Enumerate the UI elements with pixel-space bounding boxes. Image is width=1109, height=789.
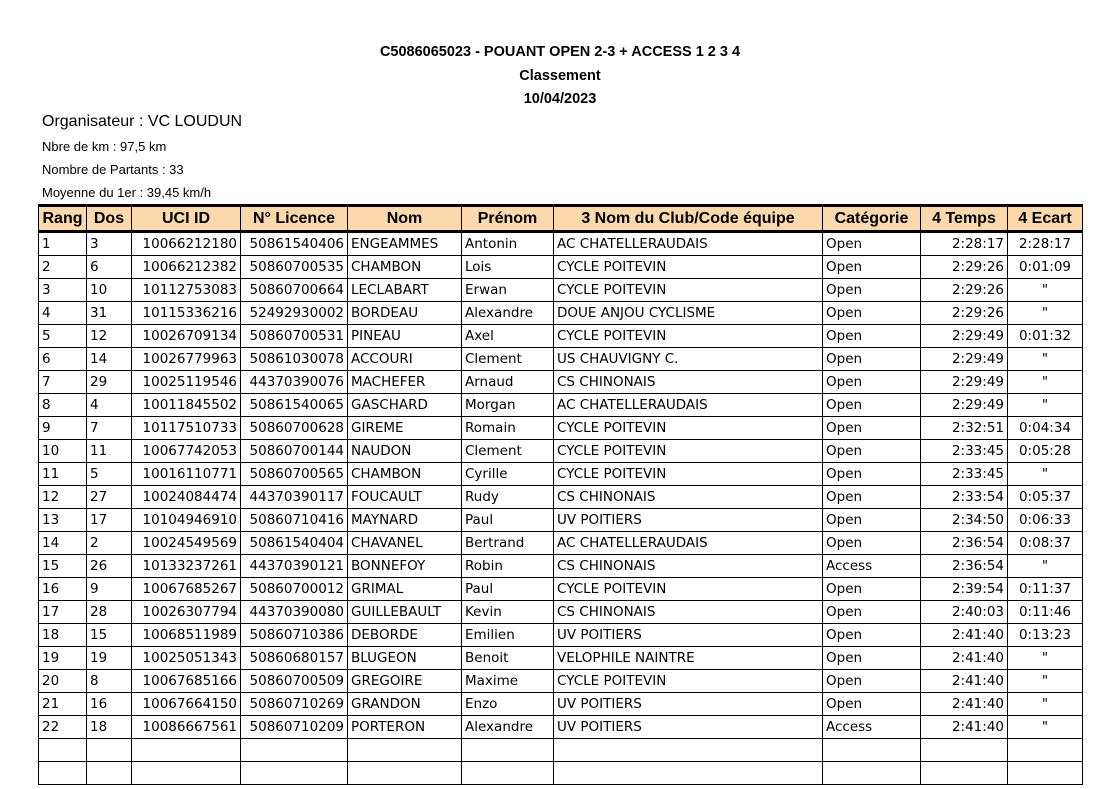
starters-line: Nombre de Partants : 33	[42, 162, 184, 177]
cell-uci-id: 10026709134	[132, 325, 241, 348]
distance-line: Nbre de km : 97,5 km	[42, 139, 167, 154]
cell-prenom: Clement	[462, 348, 554, 371]
cell-club: CS CHINONAIS	[554, 371, 823, 394]
empty-cell	[39, 762, 87, 785]
cell-dos: 29	[87, 371, 132, 394]
cell-rang: 5	[39, 325, 87, 348]
cell-prenom: Alexandre	[462, 302, 554, 325]
cell-club: VELOPHILE NAINTRE	[554, 647, 823, 670]
table-row	[39, 647, 1083, 670]
cell-prenom: Kevin	[462, 601, 554, 624]
table-row	[39, 716, 1083, 739]
cell-club: CYCLE POITEVIN	[554, 256, 823, 279]
table-row	[39, 555, 1083, 578]
cell-dos: 14	[87, 348, 132, 371]
cell-prenom: Paul	[462, 578, 554, 601]
cell-uci-id: 10026779963	[132, 348, 241, 371]
cell-temps: 2:41:40	[921, 716, 1008, 739]
cell-prenom: Robin	[462, 555, 554, 578]
cell-uci-id: 10067685166	[132, 670, 241, 693]
cell-dos: 12	[87, 325, 132, 348]
empty-cell	[921, 739, 1008, 762]
table-row	[39, 693, 1083, 716]
table-row	[39, 601, 1083, 624]
cell-rang: 18	[39, 624, 87, 647]
table-row	[39, 256, 1083, 279]
table-row	[39, 670, 1083, 693]
cell-club: CYCLE POITEVIN	[554, 578, 823, 601]
cell-licence: 50860700012	[241, 578, 348, 601]
cell-club: UV POITIERS	[554, 716, 823, 739]
cell-rang: 2	[39, 256, 87, 279]
cell-rang: 14	[39, 532, 87, 555]
cell-categorie: Open	[823, 371, 921, 394]
cell-uci-id: 10066212180	[132, 232, 241, 256]
cell-uci-id: 10016110771	[132, 463, 241, 486]
cell-club: AC CHATELLERAUDAIS	[554, 232, 823, 256]
cell-licence: 50860700535	[241, 256, 348, 279]
table-row	[39, 509, 1083, 532]
cell-ecart: 0:05:28	[1008, 440, 1083, 463]
cell-club: CYCLE POITEVIN	[554, 417, 823, 440]
cell-prenom: Rudy	[462, 486, 554, 509]
cell-nom: GRANDON	[348, 693, 462, 716]
cell-prenom: Emilien	[462, 624, 554, 647]
cell-uci-id: 10133237261	[132, 555, 241, 578]
empty-cell	[348, 739, 462, 762]
document-date: 10/04/2023	[523, 91, 597, 107]
cell-temps: 2:41:40	[921, 647, 1008, 670]
cell-uci-id: 10067685267	[132, 578, 241, 601]
table-header-row	[39, 206, 1083, 232]
cell-ecart: "	[1008, 302, 1083, 325]
cell-nom: MACHEFER	[348, 371, 462, 394]
cell-rang: 17	[39, 601, 87, 624]
cell-dos: 10	[87, 279, 132, 302]
cell-nom: CHAMBON	[348, 463, 462, 486]
cell-club: US CHAUVIGNY C.	[554, 348, 823, 371]
cell-uci-id: 10086667561	[132, 716, 241, 739]
cell-prenom: Antonin	[462, 232, 554, 256]
cell-nom: NAUDON	[348, 440, 462, 463]
cell-categorie: Open	[823, 232, 921, 256]
cell-prenom: Benoit	[462, 647, 554, 670]
cell-temps: 2:36:54	[921, 532, 1008, 555]
table-row	[39, 302, 1083, 325]
cell-prenom: Cyrille	[462, 463, 554, 486]
cell-rang: 19	[39, 647, 87, 670]
empty-cell	[241, 739, 348, 762]
empty-cell	[921, 762, 1008, 785]
cell-dos: 7	[87, 417, 132, 440]
cell-dos: 2	[87, 532, 132, 555]
cell-nom: BLUGEON	[348, 647, 462, 670]
cell-ecart: "	[1008, 647, 1083, 670]
cell-licence: 44370390076	[241, 371, 348, 394]
empty-cell	[554, 762, 823, 785]
cell-categorie: Open	[823, 279, 921, 302]
cell-categorie: Open	[823, 348, 921, 371]
cell-uci-id: 10024549569	[132, 532, 241, 555]
cell-temps: 2:29:26	[921, 256, 1008, 279]
table-row	[39, 440, 1083, 463]
cell-dos: 11	[87, 440, 132, 463]
cell-temps: 2:41:40	[921, 693, 1008, 716]
cell-club: CYCLE POITEVIN	[554, 670, 823, 693]
cell-ecart: "	[1008, 670, 1083, 693]
cell-nom: DEBORDE	[348, 624, 462, 647]
table-row	[39, 578, 1083, 601]
cell-categorie: Open	[823, 302, 921, 325]
cell-ecart: 0:11:46	[1008, 601, 1083, 624]
cell-temps: 2:39:54	[921, 578, 1008, 601]
table-row	[39, 463, 1083, 486]
empty-cell	[1008, 762, 1083, 785]
cell-licence: 50860710416	[241, 509, 348, 532]
cell-rang: 15	[39, 555, 87, 578]
empty-cell	[823, 739, 921, 762]
cell-categorie: Open	[823, 325, 921, 348]
cell-nom: GASCHARD	[348, 394, 462, 417]
cell-dos: 19	[87, 647, 132, 670]
cell-rang: 13	[39, 509, 87, 532]
cell-nom: MAYNARD	[348, 509, 462, 532]
cell-licence: 50860700628	[241, 417, 348, 440]
cell-categorie: Access	[823, 555, 921, 578]
empty-cell	[241, 762, 348, 785]
cell-rang: 16	[39, 578, 87, 601]
cell-prenom: Enzo	[462, 693, 554, 716]
cell-licence: 50861540404	[241, 532, 348, 555]
cell-categorie: Open	[823, 440, 921, 463]
cell-dos: 5	[87, 463, 132, 486]
cell-ecart: "	[1008, 371, 1083, 394]
cell-uci-id: 10066212382	[132, 256, 241, 279]
cell-temps: 2:33:54	[921, 486, 1008, 509]
cell-licence: 50861540065	[241, 394, 348, 417]
cell-categorie: Open	[823, 509, 921, 532]
table-row	[39, 371, 1083, 394]
cell-rang: 20	[39, 670, 87, 693]
column-header-club: 3 Nom du Club/Code équipe	[554, 206, 823, 232]
cell-club: CYCLE POITEVIN	[554, 440, 823, 463]
cell-temps: 2:34:50	[921, 509, 1008, 532]
cell-licence: 50860700144	[241, 440, 348, 463]
cell-nom: GIREME	[348, 417, 462, 440]
document-title: C5086065023 - POUANT OPEN 2-3 + ACCESS 1 2 3 4	[379, 44, 741, 60]
cell-temps: 2:29:49	[921, 394, 1008, 417]
column-header-licence: N° Licence	[241, 206, 348, 232]
cell-prenom: Morgan	[462, 394, 554, 417]
cell-categorie: Open	[823, 624, 921, 647]
cell-nom: BONNEFOY	[348, 555, 462, 578]
table-row	[39, 394, 1083, 417]
cell-prenom: Erwan	[462, 279, 554, 302]
cell-categorie: Access	[823, 716, 921, 739]
cell-prenom: Maxime	[462, 670, 554, 693]
cell-nom: GUILLEBAULT	[348, 601, 462, 624]
column-header-nom: Nom	[348, 206, 462, 232]
cell-prenom: Alexandre	[462, 716, 554, 739]
cell-dos: 31	[87, 302, 132, 325]
column-header-rang: Rang	[39, 206, 87, 232]
cell-uci-id: 10067664150	[132, 693, 241, 716]
cell-uci-id: 10026307794	[132, 601, 241, 624]
cell-club: AC CHATELLERAUDAIS	[554, 532, 823, 555]
cell-prenom: Axel	[462, 325, 554, 348]
cell-temps: 2:29:26	[921, 279, 1008, 302]
average-speed-line: Moyenne du 1er : 39,45 km/h	[42, 185, 212, 200]
cell-dos: 6	[87, 256, 132, 279]
cell-nom: PORTERON	[348, 716, 462, 739]
cell-ecart: 0:04:34	[1008, 417, 1083, 440]
cell-uci-id: 10068511989	[132, 624, 241, 647]
cell-club: CS CHINONAIS	[554, 601, 823, 624]
cell-uci-id: 10067742053	[132, 440, 241, 463]
cell-prenom: Paul	[462, 509, 554, 532]
empty-cell	[132, 762, 241, 785]
cell-ecart: 0:11:37	[1008, 578, 1083, 601]
cell-club: CS CHINONAIS	[554, 486, 823, 509]
cell-licence: 44370390117	[241, 486, 348, 509]
cell-categorie: Open	[823, 256, 921, 279]
cell-uci-id: 10024084474	[132, 486, 241, 509]
cell-categorie: Open	[823, 394, 921, 417]
cell-nom: PINEAU	[348, 325, 462, 348]
cell-uci-id: 10104946910	[132, 509, 241, 532]
cell-rang: 11	[39, 463, 87, 486]
results-table	[38, 204, 1083, 785]
empty-cell	[462, 739, 554, 762]
cell-club: UV POITIERS	[554, 509, 823, 532]
empty-cell	[87, 762, 132, 785]
cell-nom: LECLABART	[348, 279, 462, 302]
organizer-line: Organisateur : VC LOUDUN	[42, 113, 243, 130]
cell-rang: 10	[39, 440, 87, 463]
cell-ecart: 0:13:23	[1008, 624, 1083, 647]
cell-club: UV POITIERS	[554, 693, 823, 716]
cell-licence: 50860710386	[241, 624, 348, 647]
cell-uci-id: 10025119546	[132, 371, 241, 394]
cell-club: CYCLE POITEVIN	[554, 325, 823, 348]
cell-licence: 52492930002	[241, 302, 348, 325]
cell-licence: 44370390080	[241, 601, 348, 624]
cell-rang: 8	[39, 394, 87, 417]
column-header-dos: Dos	[87, 206, 132, 232]
cell-rang: 12	[39, 486, 87, 509]
cell-temps: 2:28:17	[921, 232, 1008, 256]
cell-ecart: "	[1008, 279, 1083, 302]
cell-ecart: 0:01:09	[1008, 256, 1083, 279]
cell-dos: 9	[87, 578, 132, 601]
cell-club: CS CHINONAIS	[554, 555, 823, 578]
cell-categorie: Open	[823, 601, 921, 624]
cell-uci-id: 10112753083	[132, 279, 241, 302]
cell-temps: 2:41:40	[921, 670, 1008, 693]
empty-cell	[348, 762, 462, 785]
cell-ecart: "	[1008, 693, 1083, 716]
empty-cell	[39, 739, 87, 762]
cell-categorie: Open	[823, 532, 921, 555]
empty-cell	[823, 762, 921, 785]
cell-dos: 8	[87, 670, 132, 693]
cell-dos: 26	[87, 555, 132, 578]
cell-club: CYCLE POITEVIN	[554, 463, 823, 486]
column-header-temps: 4 Temps	[921, 206, 1008, 232]
column-header-categorie: Catégorie	[823, 206, 921, 232]
column-header-uci-id: UCI ID	[132, 206, 241, 232]
cell-nom: BORDEAU	[348, 302, 462, 325]
cell-rang: 4	[39, 302, 87, 325]
cell-club: DOUE ANJOU CYCLISME	[554, 302, 823, 325]
cell-prenom: Clement	[462, 440, 554, 463]
cell-rang: 7	[39, 371, 87, 394]
cell-nom: CHAVANEL	[348, 532, 462, 555]
cell-temps: 2:40:03	[921, 601, 1008, 624]
cell-licence: 50860700531	[241, 325, 348, 348]
cell-temps: 2:33:45	[921, 440, 1008, 463]
cell-ecart: "	[1008, 394, 1083, 417]
cell-ecart: 0:08:37	[1008, 532, 1083, 555]
column-header-ecart: 4 Ecart	[1008, 206, 1083, 232]
cell-licence: 50860700664	[241, 279, 348, 302]
table-row	[39, 232, 1083, 256]
cell-rang: 3	[39, 279, 87, 302]
cell-categorie: Open	[823, 463, 921, 486]
cell-club: CYCLE POITEVIN	[554, 279, 823, 302]
cell-dos: 27	[87, 486, 132, 509]
cell-rang: 9	[39, 417, 87, 440]
cell-categorie: Open	[823, 647, 921, 670]
cell-dos: 28	[87, 601, 132, 624]
cell-nom: GRIMAL	[348, 578, 462, 601]
cell-dos: 17	[87, 509, 132, 532]
cell-nom: ACCOURI	[348, 348, 462, 371]
cell-licence: 50861540406	[241, 232, 348, 256]
cell-licence: 50860700565	[241, 463, 348, 486]
empty-row	[39, 762, 1083, 785]
empty-cell	[1008, 739, 1083, 762]
cell-dos: 18	[87, 716, 132, 739]
table-row	[39, 486, 1083, 509]
cell-licence: 50860700509	[241, 670, 348, 693]
cell-nom: FOUCAULT	[348, 486, 462, 509]
table-row	[39, 624, 1083, 647]
table-row	[39, 325, 1083, 348]
cell-temps: 2:29:49	[921, 325, 1008, 348]
cell-dos: 3	[87, 232, 132, 256]
cell-ecart: "	[1008, 555, 1083, 578]
table-row	[39, 417, 1083, 440]
cell-licence: 50860710269	[241, 693, 348, 716]
cell-club: AC CHATELLERAUDAIS	[554, 394, 823, 417]
cell-temps: 2:32:51	[921, 417, 1008, 440]
empty-cell	[87, 739, 132, 762]
cell-temps: 2:41:40	[921, 624, 1008, 647]
cell-ecart: "	[1008, 463, 1083, 486]
cell-categorie: Open	[823, 670, 921, 693]
cell-rang: 6	[39, 348, 87, 371]
cell-uci-id: 10011845502	[132, 394, 241, 417]
cell-dos: 16	[87, 693, 132, 716]
cell-uci-id: 10117510733	[132, 417, 241, 440]
cell-temps: 2:29:49	[921, 348, 1008, 371]
cell-rang: 1	[39, 232, 87, 256]
cell-temps: 2:29:26	[921, 302, 1008, 325]
empty-cell	[554, 739, 823, 762]
cell-licence: 50860710209	[241, 716, 348, 739]
cell-ecart: "	[1008, 348, 1083, 371]
cell-prenom: Lois	[462, 256, 554, 279]
cell-temps: 2:29:49	[921, 371, 1008, 394]
cell-licence: 50861030078	[241, 348, 348, 371]
empty-cell	[132, 739, 241, 762]
cell-categorie: Open	[823, 693, 921, 716]
cell-rang: 21	[39, 693, 87, 716]
column-header-prenom: Prénom	[462, 206, 554, 232]
cell-prenom: Bertrand	[462, 532, 554, 555]
empty-cell	[462, 762, 554, 785]
cell-rang: 22	[39, 716, 87, 739]
cell-ecart: 0:06:33	[1008, 509, 1083, 532]
cell-ecart: 0:05:37	[1008, 486, 1083, 509]
cell-temps: 2:36:54	[921, 555, 1008, 578]
cell-nom: CHAMBON	[348, 256, 462, 279]
cell-nom: ENGEAMMES	[348, 232, 462, 256]
cell-dos: 15	[87, 624, 132, 647]
cell-uci-id: 10025051343	[132, 647, 241, 670]
document-subtitle: Classement	[519, 68, 601, 84]
table-row	[39, 348, 1083, 371]
cell-licence: 50860680157	[241, 647, 348, 670]
cell-ecart: "	[1008, 716, 1083, 739]
cell-dos: 4	[87, 394, 132, 417]
cell-categorie: Open	[823, 578, 921, 601]
empty-row	[39, 739, 1083, 762]
cell-temps: 2:33:45	[921, 463, 1008, 486]
cell-ecart: 0:01:32	[1008, 325, 1083, 348]
cell-nom: GREGOIRE	[348, 670, 462, 693]
cell-prenom: Romain	[462, 417, 554, 440]
table-row	[39, 279, 1083, 302]
cell-categorie: Open	[823, 417, 921, 440]
cell-licence: 44370390121	[241, 555, 348, 578]
cell-uci-id: 10115336216	[132, 302, 241, 325]
cell-prenom: Arnaud	[462, 371, 554, 394]
cell-club: UV POITIERS	[554, 624, 823, 647]
cell-categorie: Open	[823, 486, 921, 509]
cell-ecart: 2:28:17	[1008, 232, 1083, 256]
table-row	[39, 532, 1083, 555]
